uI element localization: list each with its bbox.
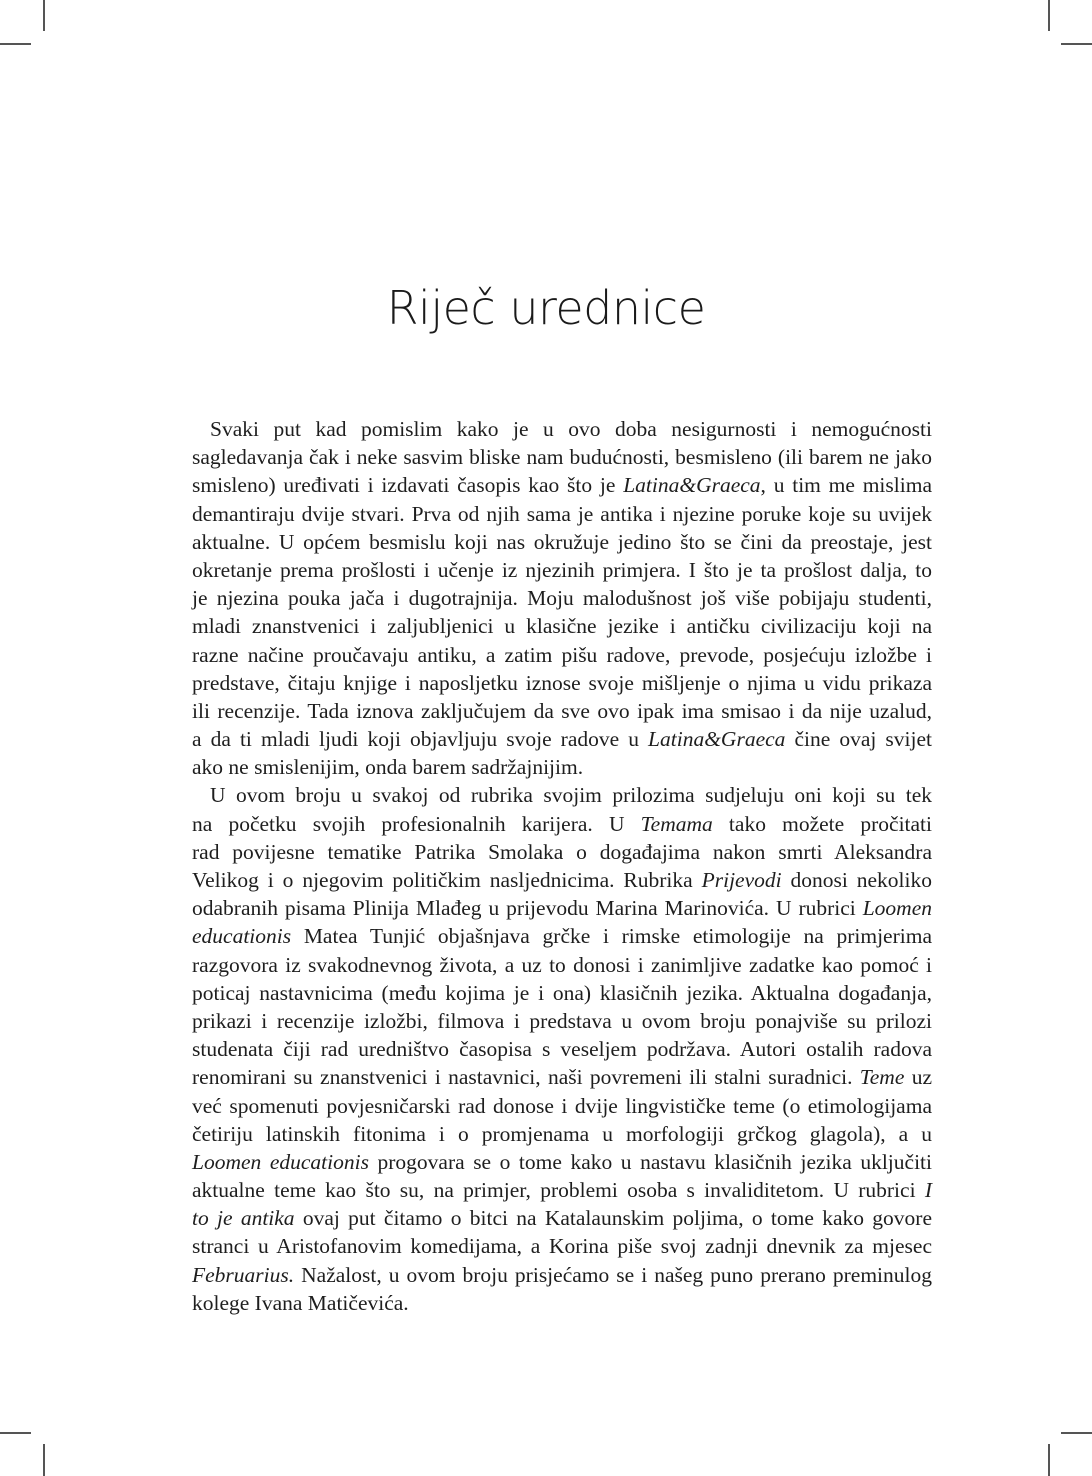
text-line — [192, 894, 932, 922]
text-line — [192, 979, 932, 1007]
text-segment: rad povijesne tematike Patrika Smolaka o događajima nakon smrti Aleksandra — [192, 839, 932, 864]
text-segment: donosi nekoliko — [781, 868, 932, 892]
text-segment: predstave, čitaju knjige i naposljetku iznose svoje mišljenje o njima u vidu prikaza — [192, 670, 932, 695]
text-segment: sagledavanja čak i neke sasvim bliske nam budućnosti, besmisleno (ili barem ne jako — [192, 445, 932, 470]
text-line — [192, 669, 932, 697]
text-line — [192, 1063, 932, 1091]
text-segment: a da ti mladi ljudi koji objavljuju svoje radove u — [192, 727, 649, 752]
text-line — [192, 1007, 932, 1035]
text-segment: demantiraju dvije stvari. Prva od njih sama je antika i njezine poruke koje su uvijek — [192, 501, 932, 526]
text-segment: progovara se o tome kako u nastavu klasičnih jezika uključiti — [368, 1149, 932, 1174]
text-segment: uz — [904, 1065, 932, 1090]
text-segment: smisleno) uređivati i izdavati časopis kao što je — [192, 473, 624, 498]
crop-mark-bottom-left-horizontal — [0, 1432, 31, 1434]
text-line — [192, 810, 932, 838]
text-line — [192, 1261, 932, 1289]
text-segment: ako ne smislenijim, onda barem sadržajnijim. — [192, 755, 584, 780]
text-segment: ili recenzije. Tada iznova zaključujem da sve ovo ipak ima smisao i da nije uzalud, — [192, 698, 932, 723]
page-title: Riječ urednice — [386, 281, 706, 335]
text-line — [192, 500, 932, 528]
text-segment: studenata čiji rad uredništvo časopisa s veseljem podržava. Autori ostalih radova — [192, 1037, 932, 1062]
text-segment: Velikog i o njegovim političkim nasljednicima. Rubrika — [192, 868, 702, 892]
text-segment: je njezina pouka jača i dugotrajnija. Moju malodušnost još više pobijaju studenti, — [192, 586, 932, 611]
text-segment: aktualne. U općem besmislu koji nas okružuje jedino što se čini da preostaje, jest — [192, 529, 932, 554]
italic-text-segment: Temama — [640, 811, 713, 836]
italic-text-segment: Latina&Graeca — [623, 473, 761, 498]
text-segment: tako možete pročitati — [712, 811, 933, 836]
text-segment: okretanje prema prošlosti i učenje iz njezinih primjera. I što je ta prošlost dalja, to — [192, 557, 932, 582]
text-segment: U ovom broju u svakoj od rubrika svojim prilozima sudjeluju oni koji su tek — [210, 783, 932, 808]
text-line — [192, 697, 932, 725]
text-segment: stranci u Aristofanovim komedijama, a Korina piše svoj zadnji dnevnik za mjesec — [192, 1234, 932, 1259]
text-line — [192, 641, 932, 669]
text-segment: , u tim me mislima — [760, 473, 932, 498]
italic-text-segment: Februarius. — [192, 1262, 295, 1287]
text-segment: Nažalost, u ovom broju prisjećamo se i našeg puno prerano preminulog — [294, 1262, 932, 1287]
text-line — [192, 612, 932, 640]
text-line — [192, 753, 932, 781]
italic-text-segment: I — [924, 1178, 932, 1203]
text-segment: renomirani su znanstvenici i nastavnici, naši povremeni ili stalni suradnici. — [192, 1065, 860, 1090]
text-line — [192, 471, 932, 499]
text-segment: razgovora iz svakodnevnog života, a uz to donosi i zanimljive zadatke kao pomoć i — [192, 952, 932, 977]
text-line — [192, 725, 932, 753]
text-segment: prikazi i recenzije izložbi, filmova i predstava u ovom broju ponajviše su prilozi — [192, 1008, 932, 1033]
text-line — [192, 1120, 932, 1148]
editorial-body — [192, 415, 932, 1317]
text-line — [192, 781, 932, 809]
crop-mark-bottom-right-horizontal — [1061, 1432, 1092, 1434]
crop-mark-bottom-left-vertical — [43, 1444, 45, 1476]
italic-text-segment: Latina&Graeca — [648, 727, 786, 752]
text-segment: već spomenuti povjesničarski rad donose i dvije lingvističke teme (o etimologijama — [192, 1093, 932, 1118]
italic-text-segment: Loomen — [862, 896, 932, 921]
italic-text-segment: Prijevodi — [701, 868, 782, 892]
text-line — [192, 922, 932, 950]
text-line — [192, 866, 932, 894]
italic-text-segment: to je antika — [192, 1206, 295, 1231]
text-segment: razne načine proučavaju antiku, a zatim pišu radove, prevode, posjećuju izložbe i — [192, 642, 932, 667]
text-segment: čine ovaj svijet — [785, 727, 932, 752]
paragraph-1 — [192, 415, 932, 781]
crop-mark-top-left-horizontal — [0, 43, 31, 45]
text-segment: Svaki put kad pomislim kako je u ovo doba nesigurnosti i nemogućnosti — [210, 417, 932, 441]
text-segment: četiriju latinskih fitonima i o promjenama u morfologiji grčkog glagola), a u — [192, 1121, 932, 1146]
text-segment: ovaj put čitamo o bitci na Katalaunskim poljima, o tome kako govore — [294, 1206, 932, 1231]
text-segment: poticaj nastavnicima (među kojima je i ona) klasičnih jezika. Aktualna događanja, — [192, 980, 932, 1005]
text-segment: mladi znanstvenici i zaljubljenici u klasične jezike i antičku civilizaciju koji na — [192, 614, 932, 639]
text-segment: na početku svojih profesionalnih karijera. U — [192, 811, 641, 836]
text-segment: aktualne teme kao što su, na primjer, problemi osoba s invaliditetom. U rubrici — [192, 1178, 925, 1203]
text-line — [192, 1035, 932, 1063]
text-line — [192, 556, 932, 584]
crop-mark-top-right-vertical — [1048, 0, 1050, 31]
text-line — [192, 415, 932, 443]
crop-mark-top-left-vertical — [43, 0, 45, 31]
text-segment: odabranih pisama Plinija Mlađeg u prijevodu Marina Marinovića. U rubrici — [192, 896, 863, 921]
italic-text-segment: Loomen educationis — [192, 1149, 369, 1174]
italic-text-segment: educationis — [192, 924, 292, 949]
text-line — [192, 1176, 932, 1204]
text-line — [192, 528, 932, 556]
text-line — [192, 1232, 932, 1260]
text-line — [192, 1289, 932, 1317]
text-line — [192, 1148, 932, 1176]
text-line — [192, 443, 932, 471]
text-line — [192, 951, 932, 979]
crop-mark-top-right-horizontal — [1061, 43, 1092, 45]
text-segment: kolege Ivana Matičevića. — [192, 1290, 409, 1315]
text-line — [192, 584, 932, 612]
text-line — [192, 1092, 932, 1120]
italic-text-segment: Teme — [859, 1065, 905, 1090]
text-line — [192, 838, 932, 866]
text-line — [192, 1204, 932, 1232]
crop-mark-bottom-right-vertical — [1048, 1444, 1050, 1476]
text-segment: Matea Tunjić objašnjava grčke i rimske etimologije na primjerima — [291, 924, 932, 949]
paragraph-2 — [192, 781, 932, 1317]
